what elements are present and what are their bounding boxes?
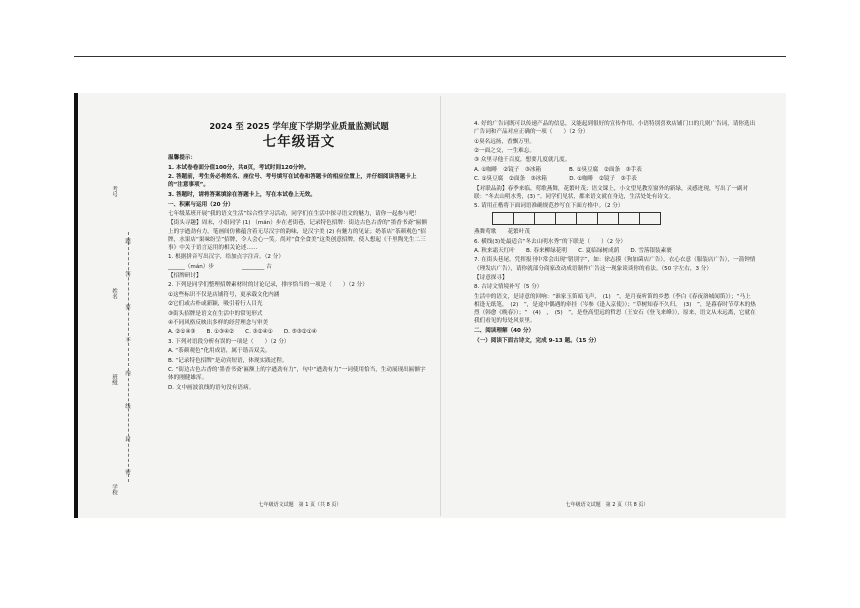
right-page-line: ③ 众里寻他千百度，想要几度就几度。 (474, 157, 571, 164)
right-page-line: 生活中的语文，是诗意的回响：“谁家玉笛暗飞声， (1) ”，是月夜听笛的乡愁（李白《春夜洛城闻笛》）；“马上相逢无纸笔， (2) ”，是途中偶遇的牵挂（岑参《逢入京使》）；“草树知春不久归， (3) ”，是暮春时节草木的热烈（韩愈《晚春》）；“ (4) ， (5) ”，是登高望远的哲思（王安石《登飞来峰》），原来，语文从未远离，它就在我们看见的每处风景里。 (474, 293, 756, 325)
exam-number-label: 考号 (111, 186, 117, 197)
right-page-line: A. 秋来霜天红叶 B. 春来柳绿花明 C. 夏临绿树成荫 D. 雪落银装素裹 (474, 247, 672, 254)
left-page-line: ①这些标识不仅是店铺符号，更承载文化内涵 (168, 291, 280, 298)
right-page-line: 5. 请用正楷将下面词语准确规范抄写在下面方格中。（2 分） (474, 203, 624, 210)
left-page-line: 一、积累与运用（20 分） (168, 201, 234, 208)
right-page-line: 燕舞莺歌 花繁叶茂 (474, 229, 530, 236)
writing-grid (492, 212, 756, 225)
grid-cell (576, 212, 598, 225)
right-page-line: 【对联品韵】春季来临，莺歌燕舞，花繁叶茂；语文课上，小文望见教室窗外的新绿，灵感迸现，写出了一副对联：“冬去山明水秀，(3) ”。同学们见状，都来语文就在身边，生活处处有诗文。 (474, 185, 749, 200)
grid-cell (639, 212, 661, 225)
right-page-line: 7. 在街头巷尾，凭挥报刊中常会出现“错别字”，如：徐志摸（狗加菌店广告），衣心衣意（服装店广告），一箭钟情（理发店广告），请你就部分商家改动成语制作广告这一现象谈谈你的看法。（50 字左右，3 分） (474, 257, 756, 272)
left-page-line: 2. 答题前，考生务必将姓名、座位号、考号填写在试卷和答题卡的相应位置上，并仔细阅读答题卡上的“注意事项”。 (168, 173, 417, 189)
subject-title: 七年级语文 (262, 134, 336, 151)
grid-cell (534, 212, 556, 225)
left-page-line: 【街头寻趣】周末，小组同学 (1) （mán）步在老街巷，记录特色招牌：街边古色古香的“墨香书斋”匾额上的字遒劲有力，笔画间仿佛蕴含着无尽汉字的韵味，是汉字美 (2) 有魅力的见证；奶茶店“茶颜观色”招牌，水果店“果味纷呈”招牌，令人会心一笑。尚对“食全食美”这类创意招牌，使人想起《千里陶先生二三事》中关于语言运用的相关论述…… (168, 220, 428, 251)
seal-line-text: 题 答 要 不 内 线 封 密 (124, 238, 130, 486)
left-page-line: A. “茶颜观色”化用成语，属于谐音双关。 (168, 348, 271, 355)
left-page-line: 2. 下列是同学们整理招牌素材时的讨论记录，排序恰当的一项是（ ）（2 分） (168, 282, 368, 289)
left-page-line: 1. 根据拼音写出汉字，给加点字注音。（2 分） (168, 254, 284, 261)
right-page-line: 【诗意探寻】 (474, 274, 508, 281)
exam-title: 2024 至 2025 学年度下学期学业质量监测试题 (209, 121, 389, 131)
page-1-footer: 七年级语文试题 第 1 页（共 8 页） (258, 502, 342, 508)
left-page-line: A. ②①④③ B. ①③④② C. ③②④① D. ⑤③②①④ (168, 329, 317, 336)
left-page-line: 七年级某班开展“我的语文生活”综合性学习活动，同学们在生活中探寻语文的魅力，请你一起参与吧！ (168, 211, 420, 218)
right-page-line: （一）阅读下面古诗文，完成 9-13 题。（15 分） (474, 338, 600, 345)
left-page-line: 3. 答题时，请将答案填涂在答题卡上，写在本试卷上无效。 (168, 191, 316, 198)
left-page-line: 【招牌研讨】 (168, 272, 202, 279)
grid-cell (618, 212, 640, 225)
top-rule (74, 56, 786, 57)
left-page-line: ______（mán）步 ________ 古 (168, 263, 272, 270)
left-page-line: 3. 下列对语段分析有误的一项是（ ）（2 分） (168, 338, 290, 345)
left-page-line: ④不同风格反映出多样的经营理念与审美 (168, 320, 269, 326)
right-page-line: A. ①咖啡 ②镜子 ③冰箱 B. ①臭豆腐 ②面条 ③手表 (474, 166, 642, 173)
left-page-line: 温馨提示： (168, 155, 196, 162)
page-2-lines (474, 120, 756, 345)
right-page-line: ①臭名远扬，香飘万里。 (474, 138, 535, 145)
left-page-line: ②它们或古朴或新颖，吸引着行人目光 (168, 301, 263, 308)
right-page-line: 二、阅读理解（40 分） (474, 328, 535, 335)
class-label: 班级 (111, 374, 117, 385)
school-label: 学校 (111, 484, 117, 495)
left-page-line: B. “记录特色招牌”是动宾短语，体现实践过程。 (168, 357, 288, 364)
page-fold-line (440, 96, 441, 516)
left-page-line: C. “街边古色古香的‘墨香书斋’匾额上的字遒劲有力”，句中“遒劲有力”一词使用恰当，生动展现出匾额字体的刚健雄浑。 (168, 367, 426, 382)
grid-cell (597, 212, 619, 225)
page-2-content (474, 120, 756, 347)
page-1-lines (168, 154, 430, 391)
right-page-line: 4. 好的广告词既可以传递产品的信息，又能起到很好的宣传作用。小语特别喜欢店铺门口的几则广告词，请你选出广告词和产品对应正确的一项（ ）（2 分） (474, 121, 756, 136)
sheet-dark-edge (74, 93, 78, 518)
left-page-line: ③街头招牌是语文在生活中的常见形式 (168, 310, 263, 317)
right-page-line: ②一面之交，一生难忘。 (474, 147, 535, 154)
left-page-line: D. 文中画波浪线的语句没有语病。 (168, 384, 255, 391)
right-page-line: 8. 古诗文情境补写（5 分） (474, 284, 543, 291)
right-page-line: C. ①臭豆腐 ②面条 ③冰箱 D. ①咖啡 ②镜子 ③手表 (474, 176, 637, 183)
page-2-footer: 七年级语文试题 第 2 页（共 8 页） (565, 502, 649, 508)
grid-cell (492, 212, 514, 225)
grid-cell (555, 212, 577, 225)
left-page-line: 1. 本试卷卷面分值100分，共8页，考试时间120分钟。 (168, 164, 310, 171)
grid-cell (513, 212, 535, 225)
right-page-line: 6. 横线(3)处最适合“冬去山明水秀”的下联是（ ）（2 分） (474, 238, 627, 245)
page-1-content (168, 120, 430, 393)
name-label: 姓名 (111, 288, 117, 299)
